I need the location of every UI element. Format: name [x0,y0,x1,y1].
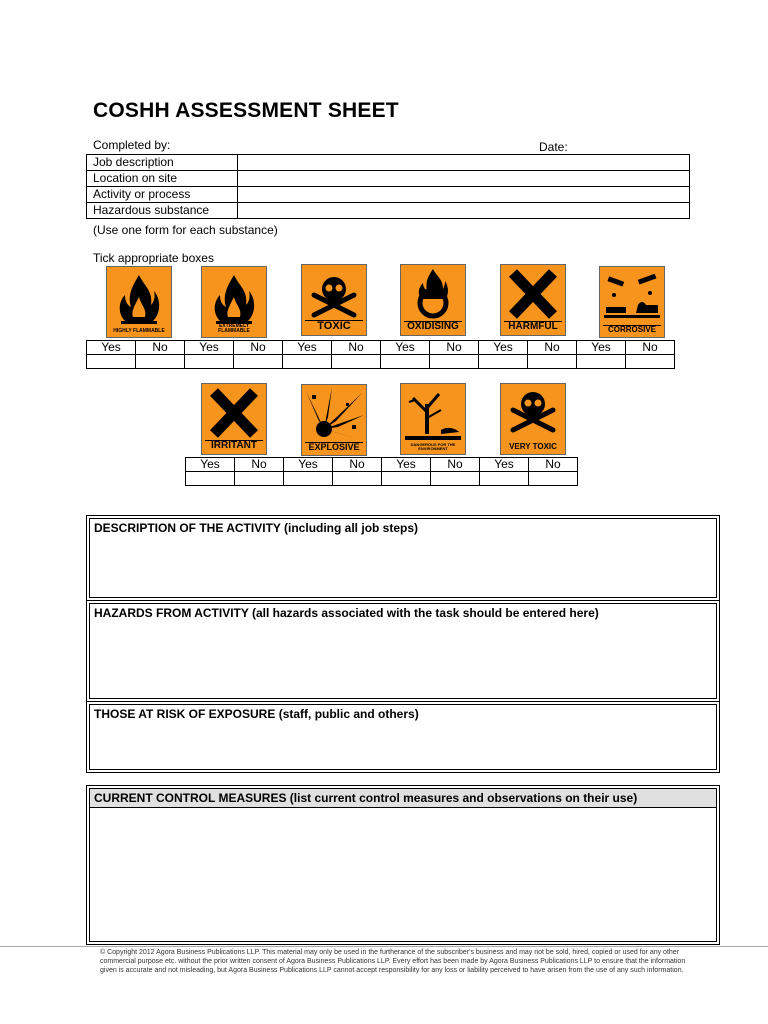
tick-box[interactable] [186,472,235,486]
tick-box[interactable] [185,355,234,369]
hazards-subtitle: (all hazards associated with the task should be entered here) [248,606,599,620]
tick-boxes-label: Tick appropriate boxes [93,251,214,265]
no-cell: No [528,341,577,355]
sign-caption: EXPLOSIVE [305,442,363,452]
no-cell: No [431,458,480,472]
tick-box[interactable] [577,355,626,369]
yes-cell: Yes [480,458,529,472]
sign-caption: EXTREMELY FLAMMABLE [205,324,263,334]
tick-box[interactable] [333,472,382,486]
footer-divider [0,946,768,947]
harmful-sign [500,264,566,336]
activity-label: Activity or process [87,187,238,203]
table-row [186,472,578,486]
sign-caption: HARMFUL [504,321,562,332]
environment-sign [400,383,466,455]
tick-box[interactable] [284,472,333,486]
tick-box[interactable] [234,355,283,369]
corrosive-sign [599,266,665,338]
yes-cell: Yes [381,341,430,355]
yes-no-table-row1 [86,340,675,369]
tick-box[interactable] [479,355,528,369]
table-row [87,355,675,369]
highly-flammable-sign [106,266,172,338]
description-subtitle: (including all job steps) [280,521,419,535]
no-cell: No [235,458,284,472]
explosive-sign [301,384,367,456]
location-field[interactable] [238,171,690,187]
description-header [90,519,716,537]
tick-box[interactable] [87,355,136,369]
use-one-form-note: (Use one form for each substance) [93,223,278,237]
yes-no-table-row2 [185,457,578,486]
extremely-flammable-sign [201,266,267,338]
sign-caption: TOXIC [305,320,363,332]
no-cell: No [136,341,185,355]
table-row [87,187,690,203]
controls-title: CURRENT CONTROL MEASURES [94,791,287,805]
toxic-sign [301,264,367,336]
yes-cell: Yes [185,341,234,355]
risk-subtitle: (staff, public and others) [275,707,419,721]
tick-box[interactable] [430,355,479,369]
substance-field[interactable] [238,203,690,219]
no-cell: No [234,341,283,355]
risk-title: THOSE AT RISK OF EXPOSURE [94,707,276,721]
sign-caption: DANGEROUS FOR THE ENVIRONMENT [404,443,462,451]
tick-box[interactable] [626,355,675,369]
substance-label: Hazardous substance [87,203,238,219]
date-label: Date: [539,140,568,154]
tick-box[interactable] [480,472,529,486]
yes-cell: Yes [186,458,235,472]
page-title: COSHH ASSESSMENT SHEET [93,99,399,122]
job-description-label: Job description [87,155,238,171]
tick-box[interactable] [235,472,284,486]
tick-box[interactable] [332,355,381,369]
no-cell: No [626,341,675,355]
tick-box[interactable] [382,472,431,486]
description-section [86,515,720,601]
copyright-footer: © Copyright 2012 Agora Business Publications LLP. This material may only be used in the furtherance of the subscriber's business and may not be sold, hired, copied or used for any other commercial purpose etc. without the prior written consent of Agora Business Publications LLP. Every effort has been made by Agora Business Publications LLP to ensure that the information given is accurate and not misleading, but Agora Business Publications LLP cannot accept responsibility for any loss or liability perceived to have arisen from the use of any such information. [100,949,686,974]
risk-section [86,701,720,773]
yes-cell: Yes [283,341,332,355]
tick-box[interactable] [529,472,578,486]
irritant-sign [201,383,267,455]
very-toxic-sign [500,383,566,455]
controls-section [86,785,720,945]
table-row [87,155,690,171]
table-row [87,203,690,219]
completed-by-label: Completed by: [93,138,171,152]
controls-subtitle: (list current control measures and observations on their use) [286,791,638,805]
sign-caption: HIGHLY FLAMMABLE [110,329,168,334]
table-row [186,458,578,472]
yes-cell: Yes [577,341,626,355]
no-cell: No [332,341,381,355]
oxidising-sign [400,264,466,336]
tick-box[interactable] [283,355,332,369]
sign-caption: VERY TOXIC [504,443,562,451]
activity-field[interactable] [238,187,690,203]
info-table [86,154,690,219]
sign-caption: CORROSIVE [603,325,661,334]
description-title: DESCRIPTION OF THE ACTIVITY [94,521,281,535]
flame-icon [107,267,171,337]
table-row [87,341,675,355]
hazards-section [86,600,720,702]
yes-cell: Yes [87,341,136,355]
tick-box[interactable] [381,355,430,369]
tick-box[interactable] [136,355,185,369]
table-row [87,171,690,187]
no-cell: No [529,458,578,472]
yes-cell: Yes [382,458,431,472]
yes-cell: Yes [284,458,333,472]
hazards-header [90,604,716,622]
sign-caption: IRRITANT [205,440,263,451]
hazards-title: HAZARDS FROM ACTIVITY [94,606,249,620]
yes-cell: Yes [479,341,528,355]
tick-box[interactable] [528,355,577,369]
tick-box[interactable] [431,472,480,486]
risk-header [90,705,716,723]
job-description-field[interactable] [238,155,690,171]
sign-caption: OXIDISING [404,321,462,332]
controls-header [90,789,716,808]
no-cell: No [430,341,479,355]
location-label: Location on site [87,171,238,187]
no-cell: No [333,458,382,472]
